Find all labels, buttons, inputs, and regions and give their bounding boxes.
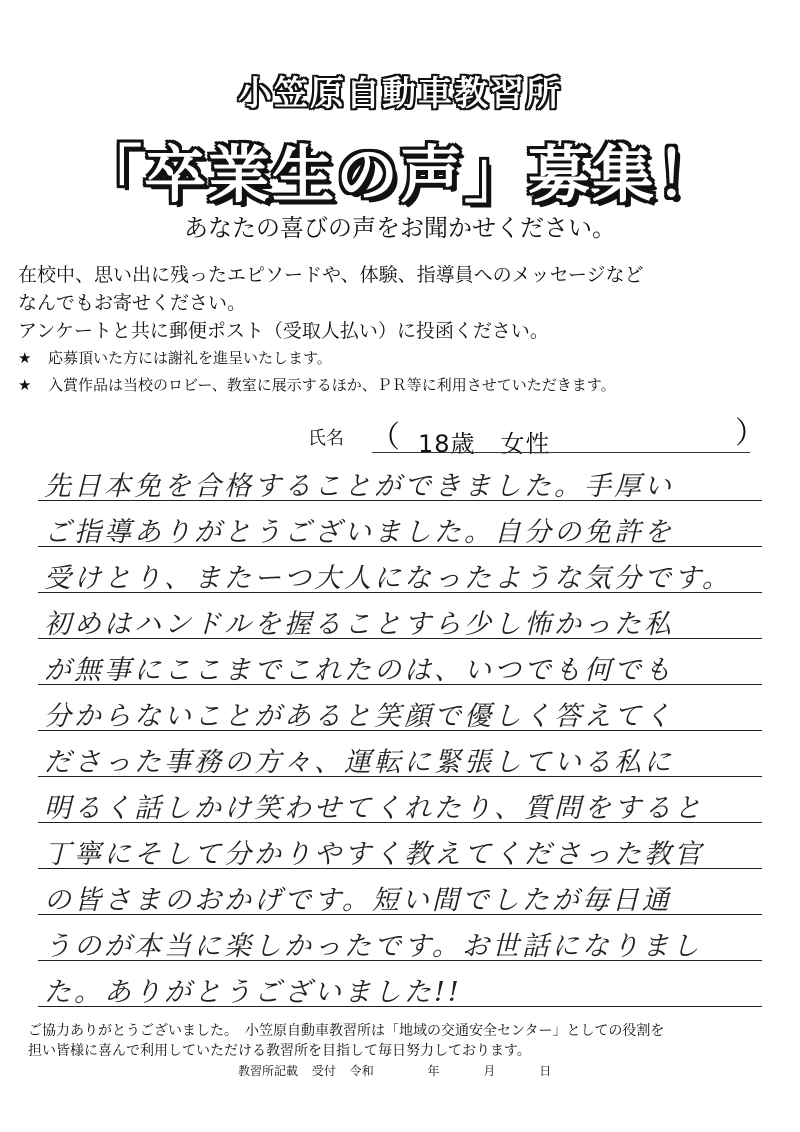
- received-label: 受付: [311, 1064, 336, 1078]
- note-text: 応募頂いた方には謝礼を進呈いたします。: [48, 349, 332, 367]
- office-use-label: 教習所記載: [238, 1064, 299, 1078]
- era-label: 令和: [349, 1064, 374, 1078]
- intro-line-2: なんでもお寄せください。: [18, 292, 247, 314]
- star-icon: ★: [18, 376, 32, 394]
- note-text: 入賞作品は当校のロビー、教室に展示するほか、ＰＲ等に利用させていただきます。: [48, 376, 616, 394]
- handwritten-line: 先日本免を合格することができました。手厚い: [44, 471, 674, 502]
- day-label: 日: [539, 1064, 552, 1078]
- subheadline: あなたの喜びの声をお聞かせください。: [184, 214, 616, 242]
- name-paren-open: （: [370, 420, 400, 455]
- handwritten-line: 初めはハンドルを握ることすら少し怖かった私: [44, 609, 674, 640]
- handwritten-line: の皆さまのおかげです。短い間でしたが毎日通: [44, 885, 672, 916]
- name-value: 18歳 女性: [418, 430, 551, 458]
- headline: 「卒業生の声」募集！: [79, 138, 720, 211]
- note-exhibit: [18, 374, 616, 395]
- name-underline: [372, 452, 750, 453]
- name-label: 氏名: [308, 428, 344, 449]
- handwritten-line: 丁寧にそして分かりやすく教えてくださった教官: [44, 839, 704, 870]
- handwritten-line: 明るく話しかけ笑わせてくれたり、質問をすると: [44, 793, 704, 824]
- school-name: 小笠原自動車教習所: [238, 74, 562, 114]
- star-icon: ★: [18, 349, 32, 367]
- handwritten-line: うのが本当に楽しかったです。お世話になりまし: [44, 931, 702, 962]
- handwritten-line: ださった事務の方々、運転に緊張している私に: [44, 747, 674, 778]
- handwritten-line: 受けとり、またーつ大人になったような気分です。: [44, 563, 732, 594]
- month-label: 月: [483, 1064, 496, 1078]
- footer-line-2: 担い皆様に喜んで利用していただける教習所を目指して毎日努力しております。: [28, 1043, 531, 1059]
- year-label: 年: [427, 1064, 440, 1078]
- handwritten-line: ご指導ありがとうございました。自分の免許を: [44, 517, 674, 548]
- name-paren-close: ）: [735, 416, 765, 451]
- intro-line-1: 在校中、思い出に残ったエピソードや、体験、指導員へのメッセージなど: [18, 264, 644, 286]
- note-reward: [18, 347, 332, 368]
- intro-line-3: アンケートと共に郵便ポスト（受取人払い）に投函ください。: [18, 320, 549, 342]
- handwritten-line: た。ありがとうございました!!: [44, 977, 462, 1008]
- office-use-row: [238, 1062, 551, 1079]
- handwritten-line: が無事にここまでこれたのは、いつでも何でも: [44, 655, 674, 686]
- footer-line-1: ご協力ありがとうございました。 小笠原自動車教習所は「地域の交通安全センター」としての役割を: [28, 1023, 665, 1039]
- handwritten-line: 分からないことがあると笑顔で優しく答えてく: [44, 701, 674, 732]
